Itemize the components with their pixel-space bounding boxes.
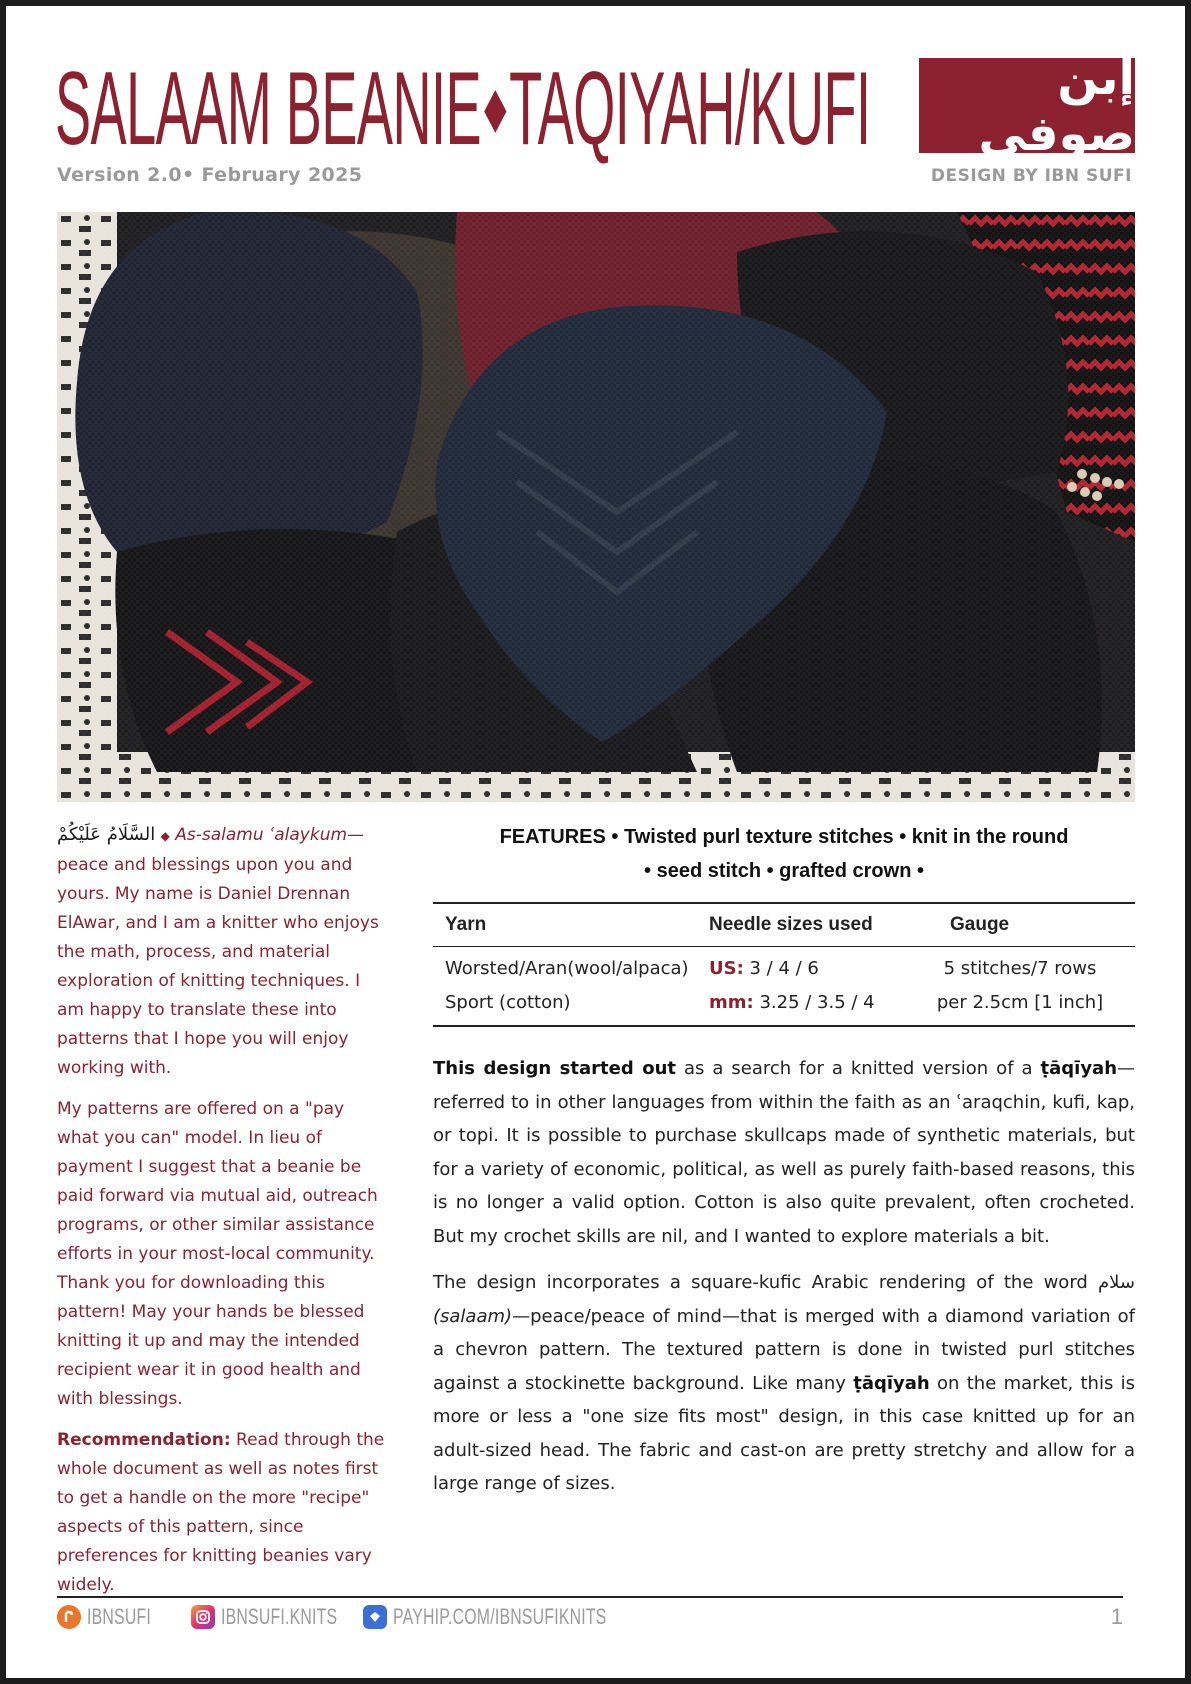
payhip-url: PAYHIP.COM/IBNSUFIKNITS — [393, 1604, 607, 1629]
spec-table-header — [433, 904, 1135, 947]
payhip-icon — [363, 1605, 387, 1629]
title-part1: SALAAM BEANIE — [55, 51, 482, 167]
yarn-cell: Worsted/Aran(wool/alpaca) — [445, 957, 689, 979]
photo-of-knitted-beanies — [57, 212, 1135, 802]
unit-label: US: — [709, 957, 744, 979]
intro-paragraph-1 — [57, 820, 387, 1083]
features-summary — [433, 820, 1135, 888]
title-diamond-icon: ◆ — [484, 75, 507, 138]
footer — [57, 1602, 1123, 1632]
term-taqiyah: ṭāqīyah — [853, 1372, 930, 1394]
needle-cell — [709, 958, 905, 979]
body-text-run: —peace/peace of mind—that is merged with a diamond variation of a chevron pattern. The textured pattern is done in twisted purl stitches against a stockinette background. Like many — [433, 1305, 1135, 1394]
intro-column — [57, 820, 387, 1612]
needle-sizes: 3 / 4 / 6 — [743, 957, 819, 979]
arabic-word: سلام — [1098, 1272, 1135, 1293]
instagram-link[interactable] — [191, 1602, 383, 1632]
salaam-italic: (salaam) — [433, 1305, 513, 1327]
body-paragraph-1 — [433, 1052, 1135, 1253]
brand-logo — [919, 49, 1135, 162]
body-text-run: as a search for a knitted version of a — [676, 1058, 1041, 1079]
footer-divider — [57, 1596, 1123, 1598]
table-row — [433, 985, 1135, 1019]
intro-text-1: peace and blessings upon you and yours. My name is Daniel Drennan ElAwar, and I am a knitter who enjoys the math, process, and material exploration of knitting techniques. I am happy to translate these into patterns that I hope you will enjoy working with. — [57, 855, 379, 1078]
logo-text: إبن صوفي — [978, 49, 1135, 162]
features-line-2: • seed stitch • grafted crown • — [644, 860, 924, 882]
spec-table — [433, 902, 1135, 1027]
ravelry-link[interactable] — [57, 1602, 176, 1632]
diamond-icon: ◆ — [160, 829, 170, 843]
body-text-run: on the market, this is more or less a "one size fits most" design, in this case knitted up for an adult-sized head. The fabric and cast-on are pretty stretchy and allow for a large range of sizes. — [433, 1372, 1135, 1494]
hero-photo — [57, 212, 1135, 802]
lead-in: This design started out — [433, 1058, 677, 1079]
header-needles: Needle sizes used — [709, 914, 873, 935]
title-part2: TAQIYAH/KUFI — [509, 51, 871, 167]
instagram-handle: IBNSUFI.KNITS — [221, 1604, 338, 1629]
body-paragraph-2 — [433, 1266, 1135, 1501]
version-line: Version 2.0• February 2025 — [57, 164, 363, 186]
term-taqiyah: ṭāqīyah — [1040, 1058, 1118, 1079]
greeting-transliteration: As-salamu ʿalaykum— — [175, 825, 365, 845]
needle-sizes: 3.25 / 3.5 / 4 — [753, 991, 875, 1013]
page-number: 1 — [1110, 1604, 1123, 1629]
unit-label: mm: — [709, 991, 754, 1013]
payhip-link[interactable] — [363, 1602, 690, 1632]
header-gauge: Gauge — [950, 914, 1010, 935]
arabic-greeting: السَّلَامُ عَلَيْكُمْ — [57, 824, 156, 845]
yarn-cell: Sport (cotton) — [445, 991, 571, 1013]
recommendation — [57, 1426, 387, 1600]
ravelry-handle: IBNSUFI — [87, 1604, 152, 1629]
page-title — [55, 51, 871, 167]
instagram-icon — [191, 1605, 215, 1629]
intro-paragraph-2: My patterns are offered on a "pay what you can" model. In lieu of payment I suggest that a beanie be paid forward via mutual aid, outreach programs, or other similar assistance efforts in your most-local community. Thank you for downloading this pattern! May your hands be blessed knitting it up and may the intended recipient wear it in good health and with blessings. — [57, 1099, 378, 1409]
recommendation-text: Read through the whole document as well as notes first to get a handle on the more "recipe" aspects of this pattern, since preferences for knitting beanies vary widely. — [57, 1430, 385, 1595]
header-yarn: Yarn — [445, 914, 487, 935]
features-line-1: FEATURES • Twisted purl texture stitches • knit in the round — [499, 826, 1069, 848]
gauge-cell: 5 stitches/7 rows — [943, 957, 1097, 979]
recommendation-label: Recommendation: — [57, 1430, 231, 1450]
body-text-run: The design incorporates a square-kufic Arabic rendering of the word — [433, 1272, 1099, 1293]
designer-credit: DESIGN BY IBN SUFI — [930, 166, 1132, 186]
body-text-run: —referred to in other languages from within the faith as an ʿaraqchin, kufi, kap, or topi. It is possible to purchase skullcaps made of synthetic materials, but for a variety of economic, political, as well as purely faith-based reasons, this is no longer a valid option. Cotton is also quite prevalent, often crocheted. But my crochet skills are nil, and I wanted to explore materials a bit. — [433, 1058, 1136, 1247]
gauge-cell: per 2.5cm [1 inch] — [936, 991, 1104, 1013]
body-text — [433, 1052, 1135, 1514]
needle-cell — [709, 992, 905, 1013]
ravelry-icon — [57, 1605, 81, 1629]
table-row — [433, 951, 1135, 985]
